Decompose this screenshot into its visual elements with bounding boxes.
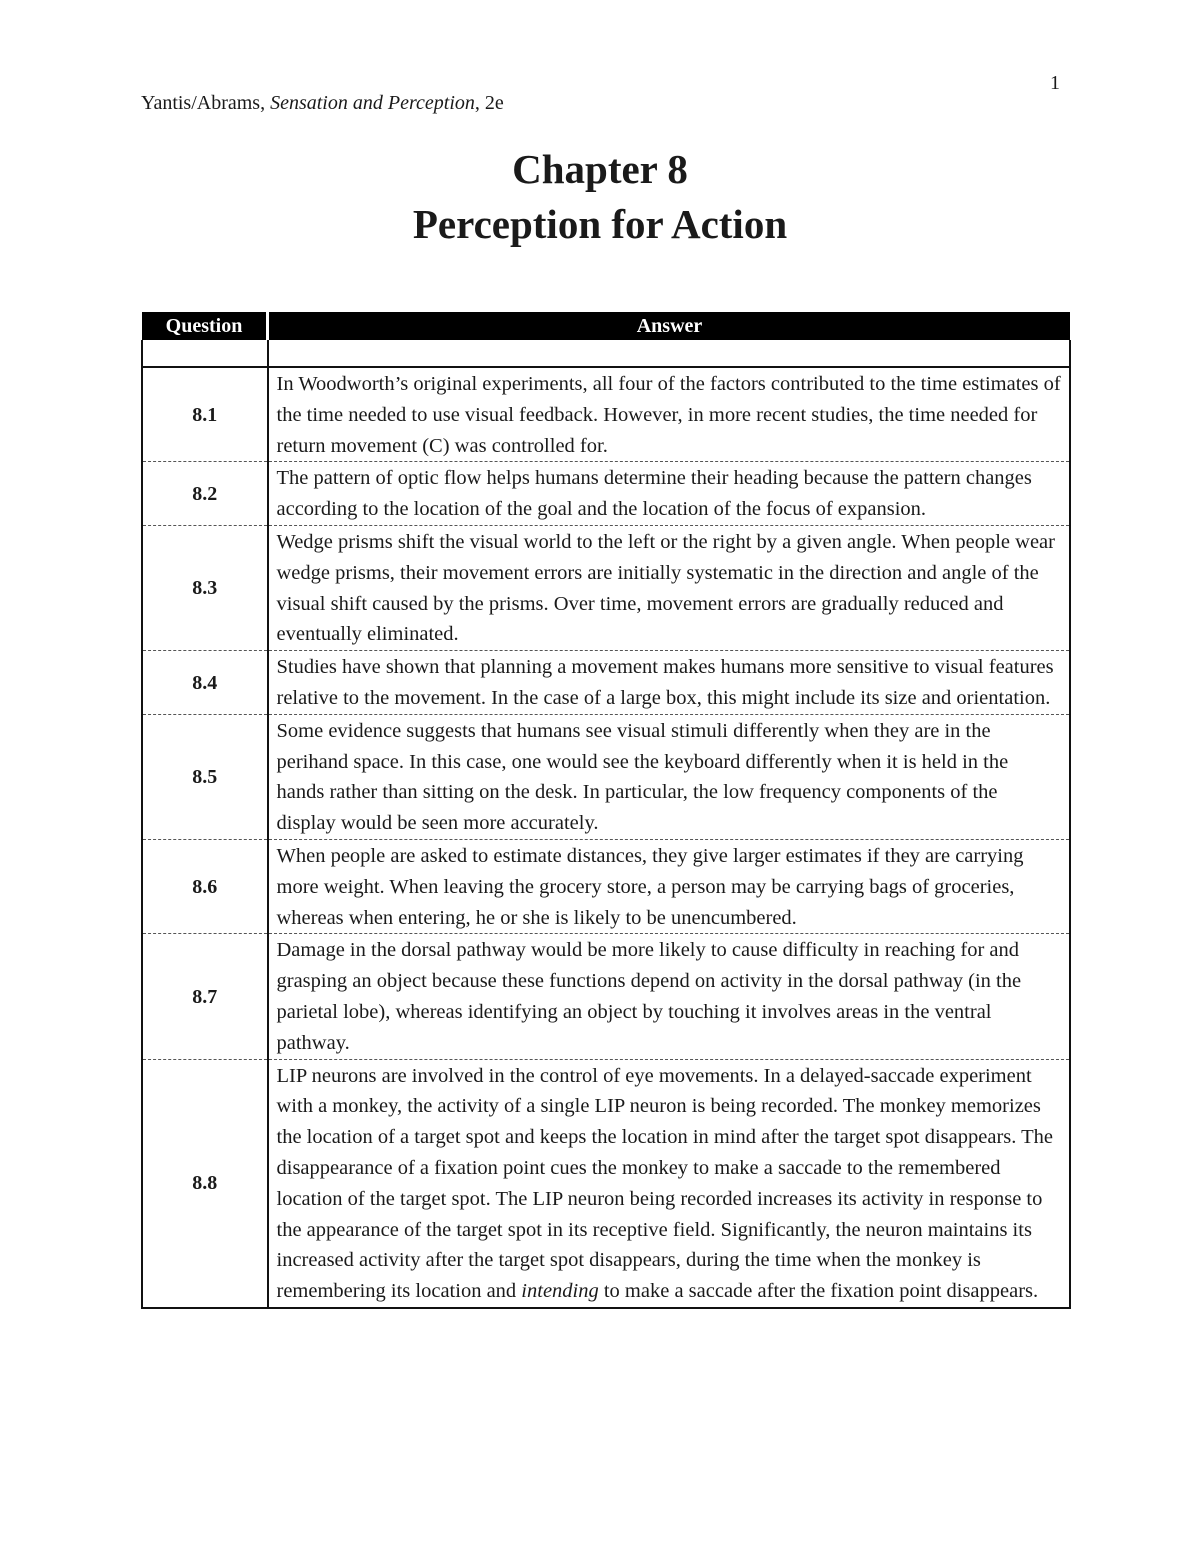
table-header-row — [142, 312, 1070, 340]
running-head-prefix: Yantis/Abrams, — [141, 92, 271, 114]
answer-column-header: Answer — [268, 312, 1071, 340]
chapter-number: Chapter 8 — [512, 146, 688, 192]
answer-text-emphasis: intending — [521, 1280, 599, 1303]
spacer-cell — [268, 340, 1071, 367]
answer-text: Some evidence suggests that humans see visual stimuli differently when they are in the perihand space. In this case, one would see the keyboard differently when it is held in the hands rather than sitting on the desk. In particular, the low frequency components of the display would be seen more accurately. — [268, 714, 1071, 839]
answer-text: The pattern of optic flow helps humans determine their heading because the pattern changes according to the location of the goal and the location of the focus of expansion. — [268, 462, 1071, 526]
question-number: 8.6 — [142, 839, 268, 933]
spacer-cell — [142, 340, 268, 367]
answer-text — [268, 1059, 1071, 1308]
table-row — [142, 651, 1070, 715]
running-head — [141, 92, 504, 115]
chapter-title — [0, 142, 1200, 252]
answer-text-part: to make a saccade after the fixation point disappears. — [598, 1280, 1039, 1303]
answer-table — [141, 312, 1071, 1309]
question-number: 8.3 — [142, 525, 268, 650]
table-row — [142, 1059, 1070, 1308]
table-row — [142, 525, 1070, 650]
table-row — [142, 367, 1070, 462]
question-number: 8.5 — [142, 714, 268, 839]
answer-text: Studies have shown that planning a movement makes humans more sensitive to visual features relative to the movement. In the case of a large box, this might include its size and orientation. — [268, 651, 1071, 715]
answer-text-part: LIP neurons are involved in the control of eye movements. In a delayed-saccade experiment with a monkey, the activity of a single LIP neuron is being recorded. The monkey memorizes the location of a target spot and keeps the location in mind after the target spot disappears. The disappearance of a fixation point cues the monkey to make a saccade to the remembered location of the target spot. The LIP neuron being recorded increases its activity in response to the appearance of the target spot in its receptive field. Significantly, the neuron maintains its increased activity after the target spot disappears, during the time when the monkey is remembering its location and — [276, 1064, 1053, 1303]
running-head-book-title: Sensation and Perception — [270, 92, 475, 114]
table-spacer-row — [142, 340, 1070, 367]
running-head-suffix: , 2e — [474, 92, 504, 114]
table-row — [142, 714, 1070, 839]
answer-text: In Woodworth’s original experiments, all four of the factors contributed to the time estimates of the time needed to use visual feedback. However, in more recent studies, the time needed for return movement (C) was controlled for. — [268, 367, 1071, 462]
question-number: 8.1 — [142, 367, 268, 462]
table-row — [142, 839, 1070, 933]
table-row — [142, 934, 1070, 1059]
answer-text: Damage in the dorsal pathway would be more likely to cause difficulty in reaching for and grasping an object because these functions depend on activity in the dorsal pathway (in the parietal lobe), whereas identifying an object by touching it involves areas in the ventral pathway. — [268, 934, 1071, 1059]
question-number: 8.2 — [142, 462, 268, 526]
table-row — [142, 462, 1070, 526]
question-column-header: Question — [142, 312, 268, 340]
answer-text: Wedge prisms shift the visual world to the left or the right by a given angle. When people wear wedge prisms, their movement errors are initially systematic in the direction and angle of the visual shift caused by the prisms. Over time, movement errors are gradually reduced and eventually eliminated. — [268, 525, 1071, 650]
page-number: 1 — [1050, 72, 1060, 94]
answer-text: When people are asked to estimate distances, they give larger estimates if they are carrying more weight. When leaving the grocery store, a person may be carrying bags of groceries, whereas when entering, he or she is likely to be unencumbered. — [268, 839, 1071, 933]
question-number: 8.8 — [142, 1059, 268, 1308]
question-number: 8.4 — [142, 651, 268, 715]
question-number: 8.7 — [142, 934, 268, 1059]
chapter-name: Perception for Action — [412, 201, 788, 247]
